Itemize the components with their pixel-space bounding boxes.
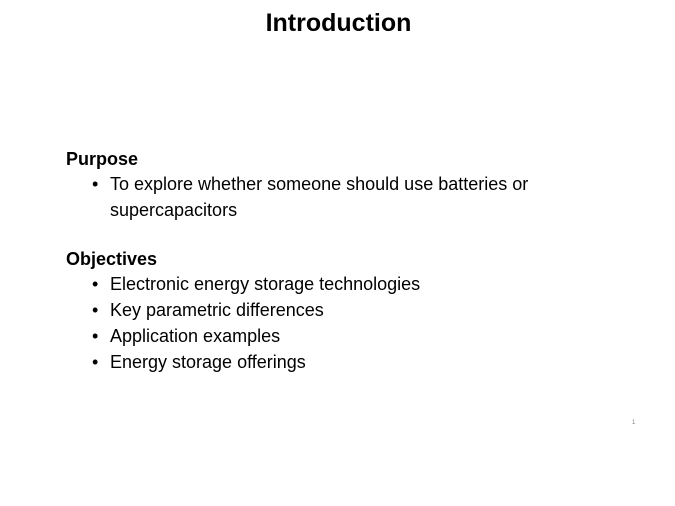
bullet-icon: • [92,274,99,294]
section-spacer [66,223,626,247]
slide-content [66,147,626,375]
slide-title: Introduction [265,9,412,37]
list-item [66,297,626,323]
page-number: 1 [632,420,636,426]
list-item [66,349,626,375]
bullet-text: Energy storage offerings [110,352,306,372]
objectives-list [66,271,626,375]
bullet-text: To explore whether someone should use batteries or supercapacitors [110,174,529,220]
list-item [66,271,626,297]
bullet-icon: • [92,300,99,320]
bullet-text: Application examples [110,326,281,346]
bullet-text: Key parametric differences [110,300,324,320]
bullet-text: Electronic energy storage technologies [110,274,421,294]
objectives-heading: Objectives [66,249,158,269]
bullet-icon: • [92,174,99,194]
list-item [66,171,626,223]
bullet-icon: • [92,352,99,372]
purpose-heading: Purpose [66,149,139,169]
purpose-list [66,171,626,223]
bullet-icon: • [92,326,99,346]
list-item [66,323,626,349]
